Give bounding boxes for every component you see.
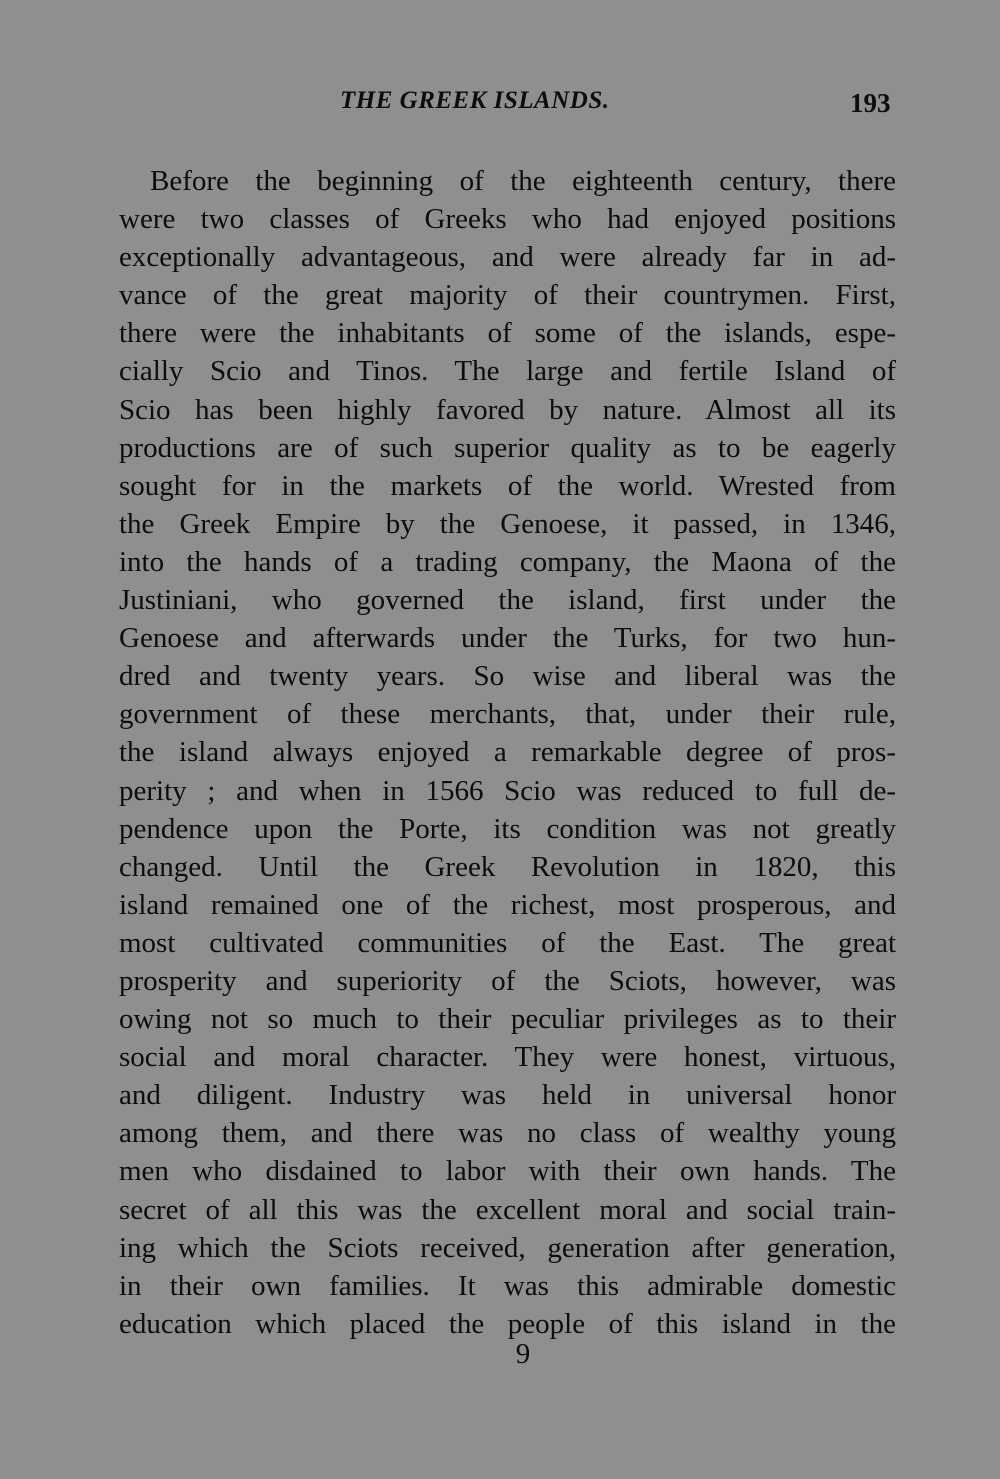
text-line: secret of all this was the excellent moral and social train- <box>119 1193 896 1226</box>
text-line: cially Scio and Tinos. The large and fertile Island of <box>119 355 896 388</box>
text-line: in their own families. It was this admirable domestic <box>119 1269 896 1302</box>
running-title: THE GREEK ISLANDS. <box>340 87 610 114</box>
text-line: Genoese and afterwards under the Turks, for two hun- <box>119 622 896 655</box>
text-line: education which placed the people of this island in the <box>119 1307 896 1340</box>
text-line: Justiniani, who governed the island, first under the <box>119 584 896 617</box>
text-line: exceptionally advantageous, and were already far in ad- <box>119 241 896 274</box>
signature-mark: 9 <box>515 1338 531 1370</box>
text-line: the island always enjoyed a remarkable degree of pros- <box>119 736 896 769</box>
page-number: 193 <box>850 88 891 118</box>
text-line: ing which the Sciots received, generation after generation, <box>119 1231 896 1264</box>
text-line: there were the inhabitants of some of the islands, espe- <box>119 317 896 350</box>
text-line: men who disdained to labor with their own hands. The <box>119 1155 896 1188</box>
text-line: and diligent. Industry was held in universal honor <box>119 1079 896 1112</box>
text-line: the Greek Empire by the Genoese, it passed, in 1346, <box>119 507 896 540</box>
text-line: Scio has been highly favored by nature. Almost all its <box>119 393 896 426</box>
text-line: pendence upon the Porte, its condition was not greatly <box>119 812 896 845</box>
text-line: owing not so much to their peculiar privileges as to their <box>119 1003 896 1036</box>
text-line: productions are of such superior quality as to be eagerly <box>119 431 896 464</box>
text-line: were two classes of Greeks who had enjoyed positions <box>119 203 896 236</box>
text-line: prosperity and superiority of the Sciots, however, was <box>119 964 896 997</box>
text-line: into the hands of a trading company, the Maona of the <box>119 545 896 578</box>
text-line: sought for in the markets of the world. Wrested from <box>119 469 896 502</box>
text-line: most cultivated communities of the East. The great <box>119 926 896 959</box>
text-line: perity ; and when in 1566 Scio was reduced to full de- <box>119 774 896 807</box>
text-line: vance of the great majority of their countrymen. First, <box>119 279 896 312</box>
body-text <box>119 162 896 1343</box>
text-line: social and moral character. They were honest, virtuous, <box>119 1041 896 1074</box>
text-line: government of these merchants, that, under their rule, <box>119 698 896 731</box>
text-line: island remained one of the richest, most prosperous, and <box>119 888 896 921</box>
text-line: among them, and there was no class of wealthy young <box>119 1117 896 1150</box>
text-line: Before the beginning of the eighteenth century, there <box>150 165 896 197</box>
text-line: changed. Until the Greek Revolution in 1820, this <box>119 850 896 883</box>
text-line: dred and twenty years. So wise and liberal was the <box>119 660 896 693</box>
